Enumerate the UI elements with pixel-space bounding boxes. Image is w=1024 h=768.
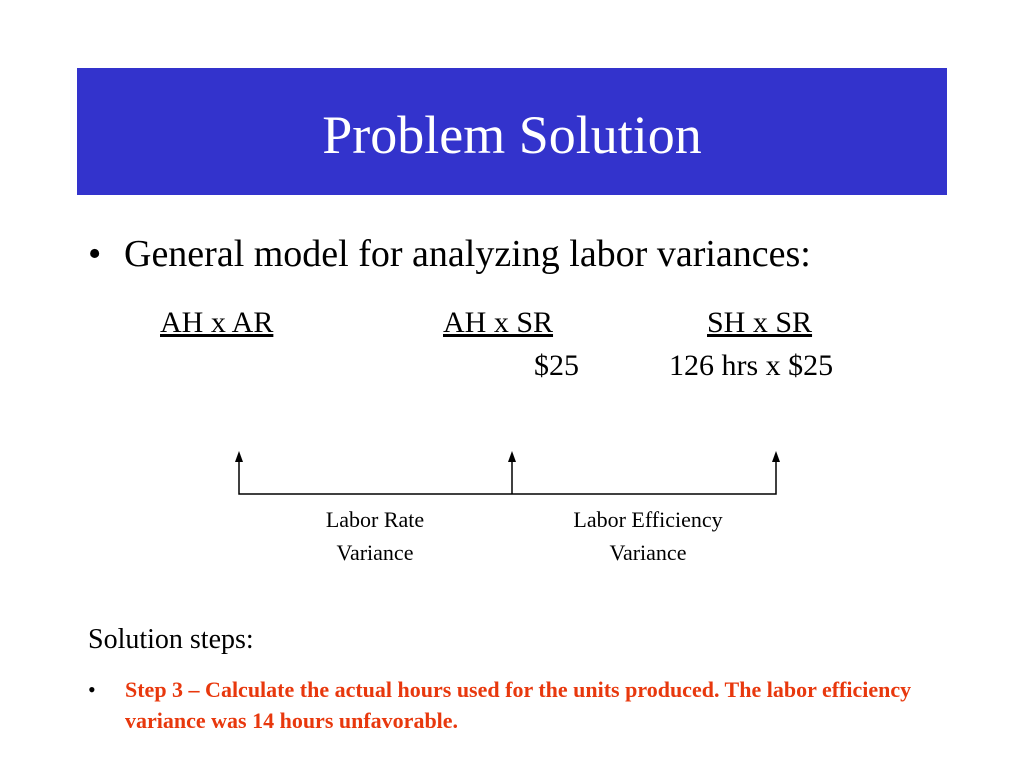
formula-ah-ar: AH x AR bbox=[160, 306, 274, 339]
arrow-head-left bbox=[235, 451, 243, 462]
arrow-head-right bbox=[772, 451, 780, 462]
step-text: Step 3 – Calculate the actual hours used for the units produced. The labor efficiency variance was 14 hours unfavorable. bbox=[125, 677, 912, 733]
arrow-head-middle bbox=[508, 451, 516, 462]
labor-rate-variance-label: Labor Rate Variance bbox=[325, 507, 425, 565]
slide-title: Problem Solution bbox=[322, 104, 702, 165]
value-standard-hours: 126 hrs x $25 bbox=[669, 349, 834, 382]
solution-steps-heading: Solution steps: bbox=[88, 624, 254, 655]
bullet-text: General model for analyzing labor variances: bbox=[124, 233, 811, 275]
value-standard-rate: $25 bbox=[534, 349, 579, 382]
bullet-dot: • bbox=[88, 233, 102, 275]
variance-bracket-line bbox=[239, 460, 776, 494]
step-bullet: • bbox=[88, 677, 96, 702]
labor-efficiency-variance-label: Labor Efficiency Variance bbox=[573, 507, 723, 565]
formula-sh-sr: SH x SR bbox=[707, 306, 813, 339]
formula-ah-sr: AH x SR bbox=[443, 306, 554, 339]
